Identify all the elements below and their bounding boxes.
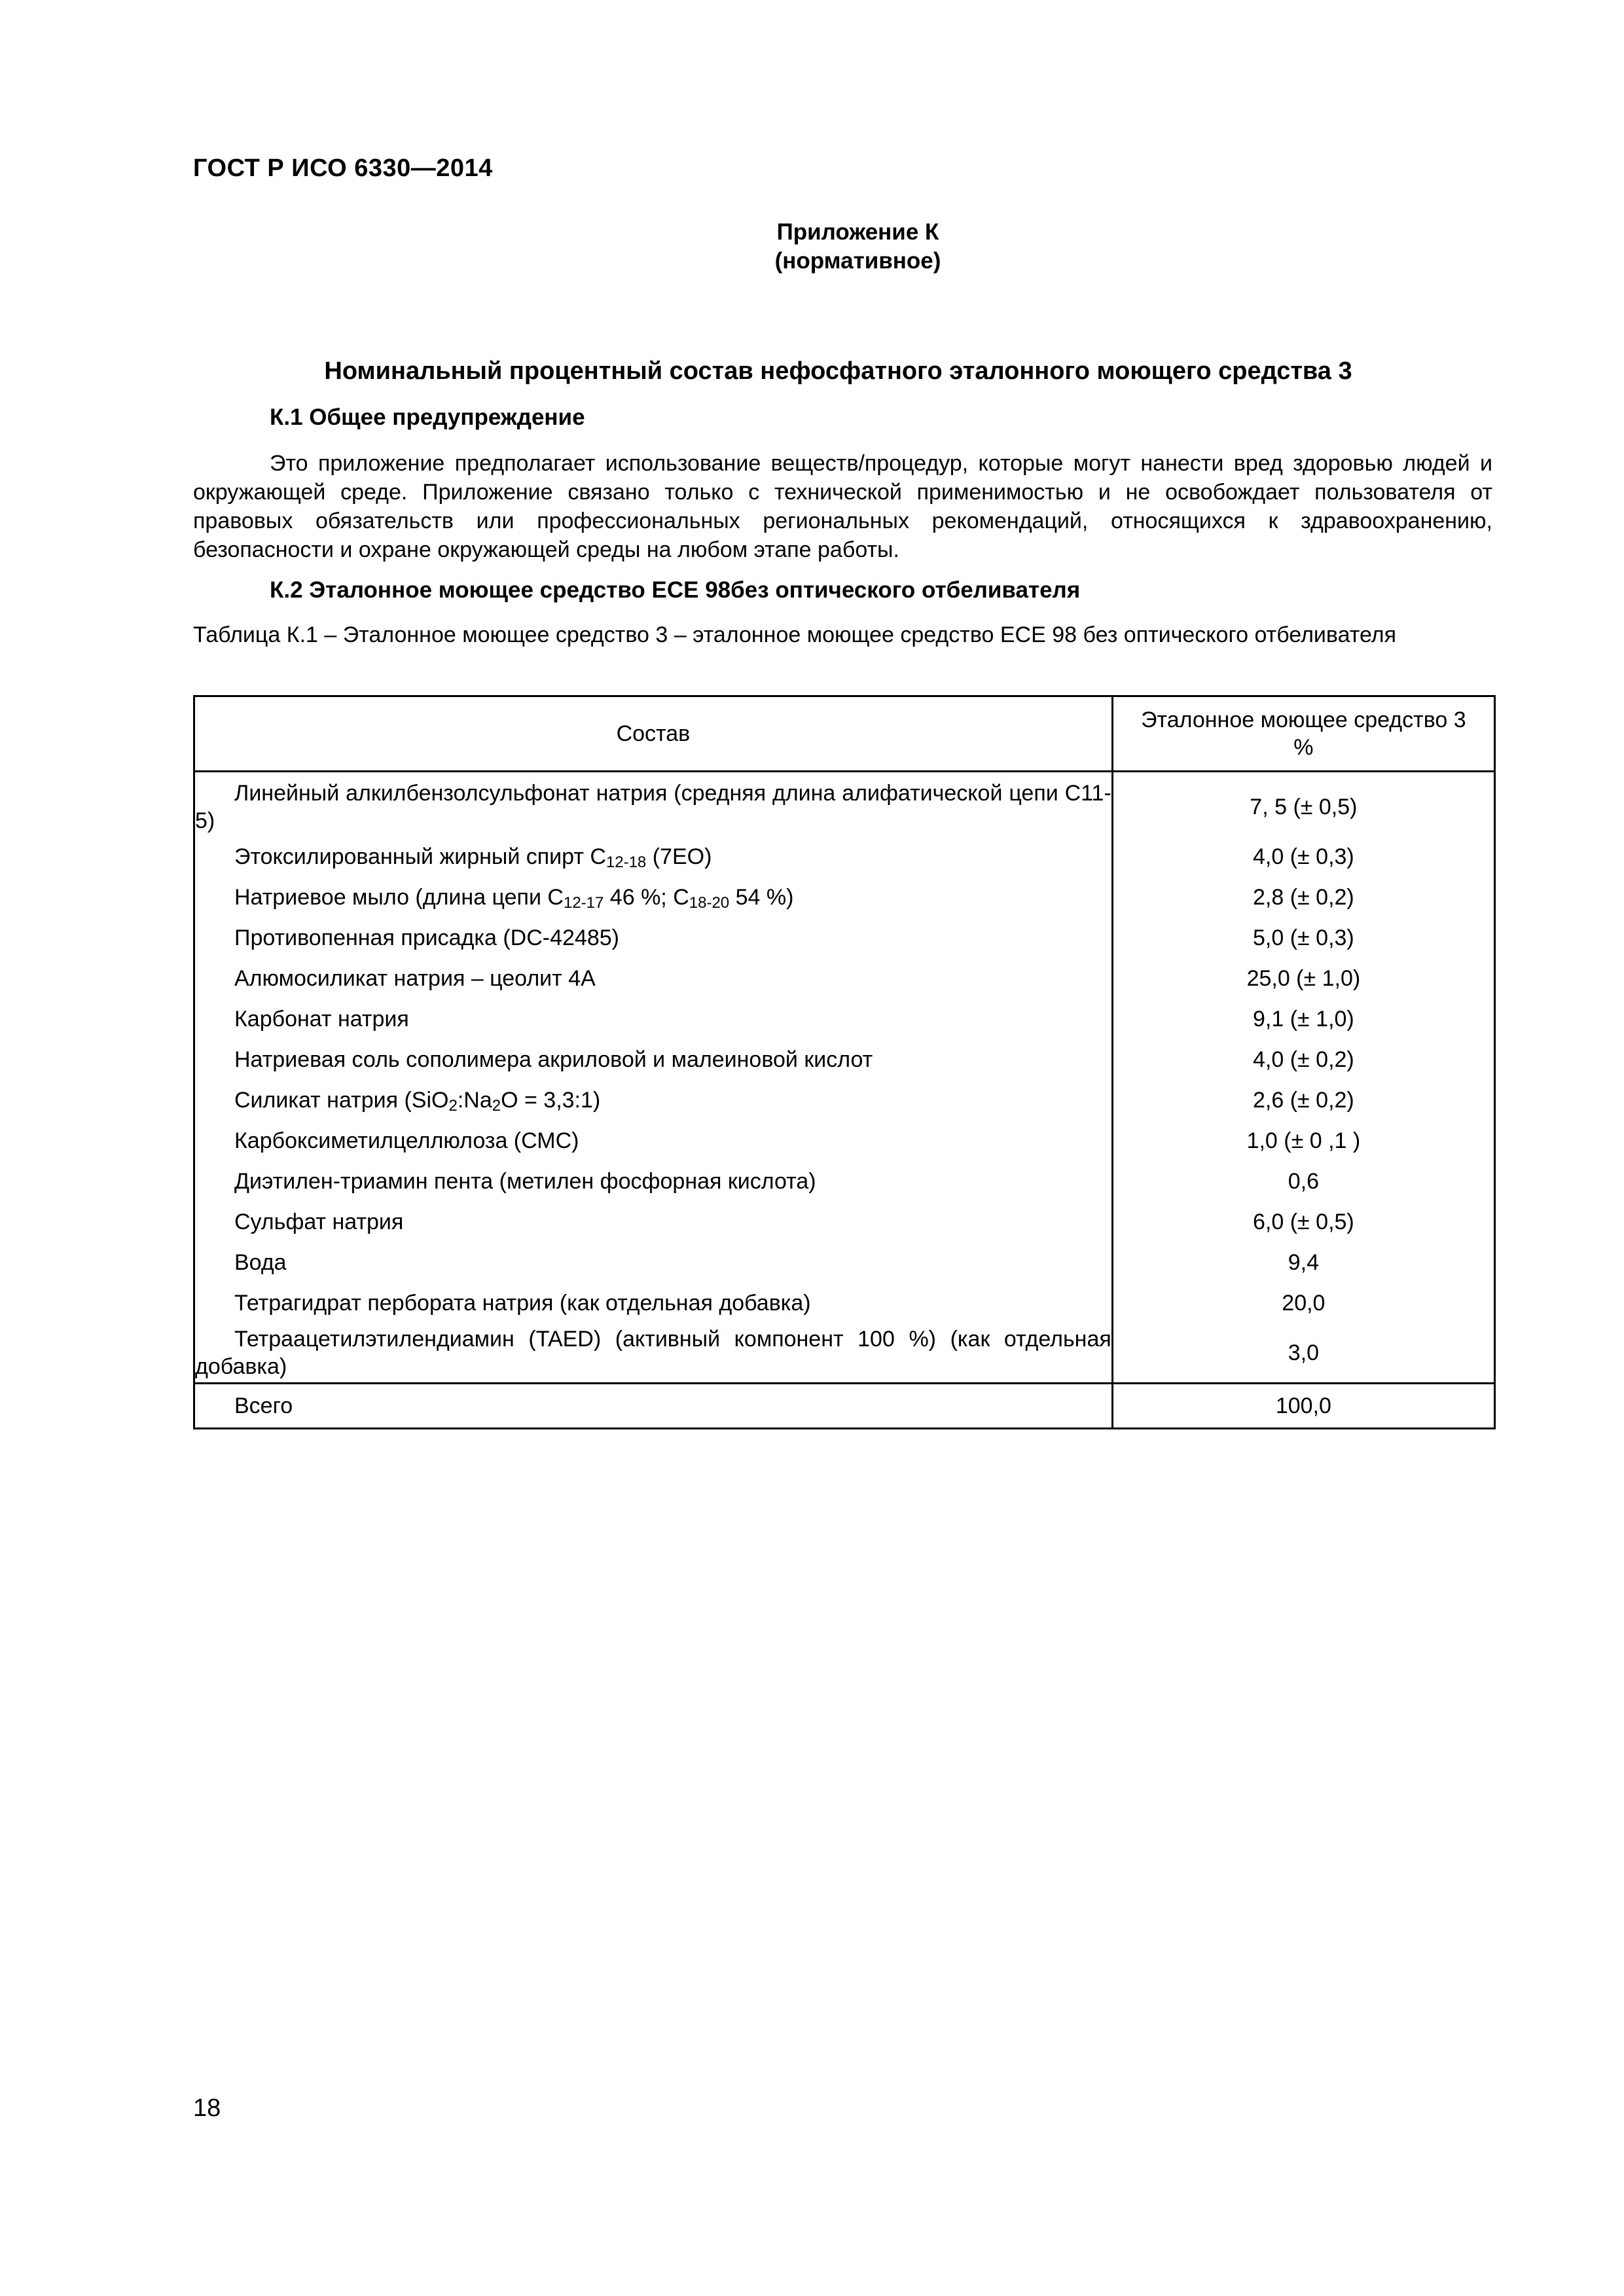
table-row — [194, 958, 1495, 999]
header-percentage-title: Эталонное моющее средство 3 — [1141, 708, 1466, 732]
row-value: 0,6 — [1112, 1161, 1494, 1202]
page-number: 18 — [193, 2094, 221, 2122]
row-value: 9,1 (± 1,0) — [1112, 999, 1494, 1039]
header-composition: Состав — [194, 696, 1113, 772]
row-name: Сульфат натрия — [194, 1202, 1113, 1242]
row-name: Тетраацетилэтилендиамин (TAED) (активный компонент 100 %) (как отдельная добавка) — [194, 1323, 1113, 1384]
row-value: 4,0 (± 0,2) — [1112, 1039, 1494, 1080]
table-row — [194, 1202, 1495, 1242]
header-percentage-unit: % — [1293, 735, 1314, 760]
table-row — [194, 1039, 1495, 1080]
row-value: 2,8 (± 0,2) — [1112, 877, 1494, 918]
row-name: Натриевая соль сополимера акриловой и малеиновой кислот — [194, 1039, 1113, 1080]
table-row — [194, 1121, 1495, 1161]
total-label: Всего — [194, 1384, 1113, 1429]
row-name: Тетрагидрат пербората натрия (как отдельная добавка) — [194, 1283, 1113, 1323]
row-value: 6,0 (± 0,5) — [1112, 1202, 1494, 1242]
row-name: Алюмосиликат натрия – цеолит 4А — [194, 958, 1113, 999]
table-row — [194, 836, 1495, 877]
row-value: 25,0 (± 1,0) — [1112, 958, 1494, 999]
table-row — [194, 772, 1495, 837]
table-row — [194, 999, 1495, 1039]
table-row — [194, 1080, 1495, 1121]
row-value: 20,0 — [1112, 1283, 1494, 1323]
table-row — [194, 1323, 1495, 1384]
table-caption: Таблица К.1 – Эталонное моющее средство 3 – эталонное моющее средство ЕСЕ 98 без оптического отбеливателя — [193, 622, 1396, 647]
total-value: 100,0 — [1112, 1384, 1494, 1429]
annex-label: Приложение К — [776, 219, 939, 245]
section-k1-text: Это приложение предполагает использование веществ/процедур, которые могут нанести вред здоровью людей и окружающей среде. Приложение связано только с технической применимостью и не освобождает пользователя от правовых обязательств или профессиональных региональных рекомендаций, относящихся к здравоохранению, безопасности и охране окружающей среды на любом этапе работы. — [193, 451, 1492, 562]
table-row — [194, 1242, 1495, 1283]
row-name: Диэтилен-триамин пента (метилен фосфорная кислота) — [194, 1161, 1113, 1202]
composition-table — [193, 695, 1496, 1429]
table-row — [194, 1283, 1495, 1323]
row-value: 1,0 (± 0 ,1 ) — [1112, 1121, 1494, 1161]
annex-heading: Номинальный процентный состав нефосфатного эталонного моющего средства 3 — [324, 357, 1352, 385]
table-row — [194, 1161, 1495, 1202]
row-name: Противопенная присадка (DC-42485) — [194, 918, 1113, 958]
document-header: ГОСТ Р ИСО 6330—2014 — [193, 154, 493, 182]
row-value: 4,0 (± 0,3) — [1112, 836, 1494, 877]
row-name: Карбонат натрия — [194, 999, 1113, 1039]
row-value: 3,0 — [1112, 1323, 1494, 1384]
row-name: Натриевое мыло (длина цепи $С_{12-17}$ 46 %; $С_{18-20}$ 54 %) — [194, 877, 1113, 918]
header-percentage — [1112, 696, 1494, 772]
row-value: 9,4 — [1112, 1242, 1494, 1283]
annex-title — [0, 218, 1624, 276]
row-name: Вода — [194, 1242, 1113, 1283]
table-row — [194, 918, 1495, 958]
row-name: Линейный алкилбензолсульфонат натрия (средняя длина алифатической цепи С11-5) — [194, 772, 1113, 837]
table-header-row — [194, 696, 1495, 772]
row-name: Карбоксиметилцеллюлоза (СМС) — [194, 1121, 1113, 1161]
row-value: 2,6 (± 0,2) — [1112, 1080, 1494, 1121]
row-name: Этоксилированный жирный спирт $С_{12-18}$ (7ЕО) — [194, 836, 1113, 877]
section-k2-heading: К.2 Эталонное моющее средство ЕСЕ 98без оптического отбеливателя — [270, 577, 1081, 603]
row-value: 5,0 (± 0,3) — [1112, 918, 1494, 958]
section-k1-heading: К.1 Общее предупреждение — [270, 404, 585, 430]
table-total-row — [194, 1384, 1495, 1429]
annex-status: (нормативное) — [774, 248, 941, 274]
row-value: 7, 5 (± 0,5) — [1112, 772, 1494, 837]
table-row — [194, 877, 1495, 918]
row-name: Силикат натрия ($SiO_2:Na_2O$ = 3,3:1) — [194, 1080, 1113, 1121]
